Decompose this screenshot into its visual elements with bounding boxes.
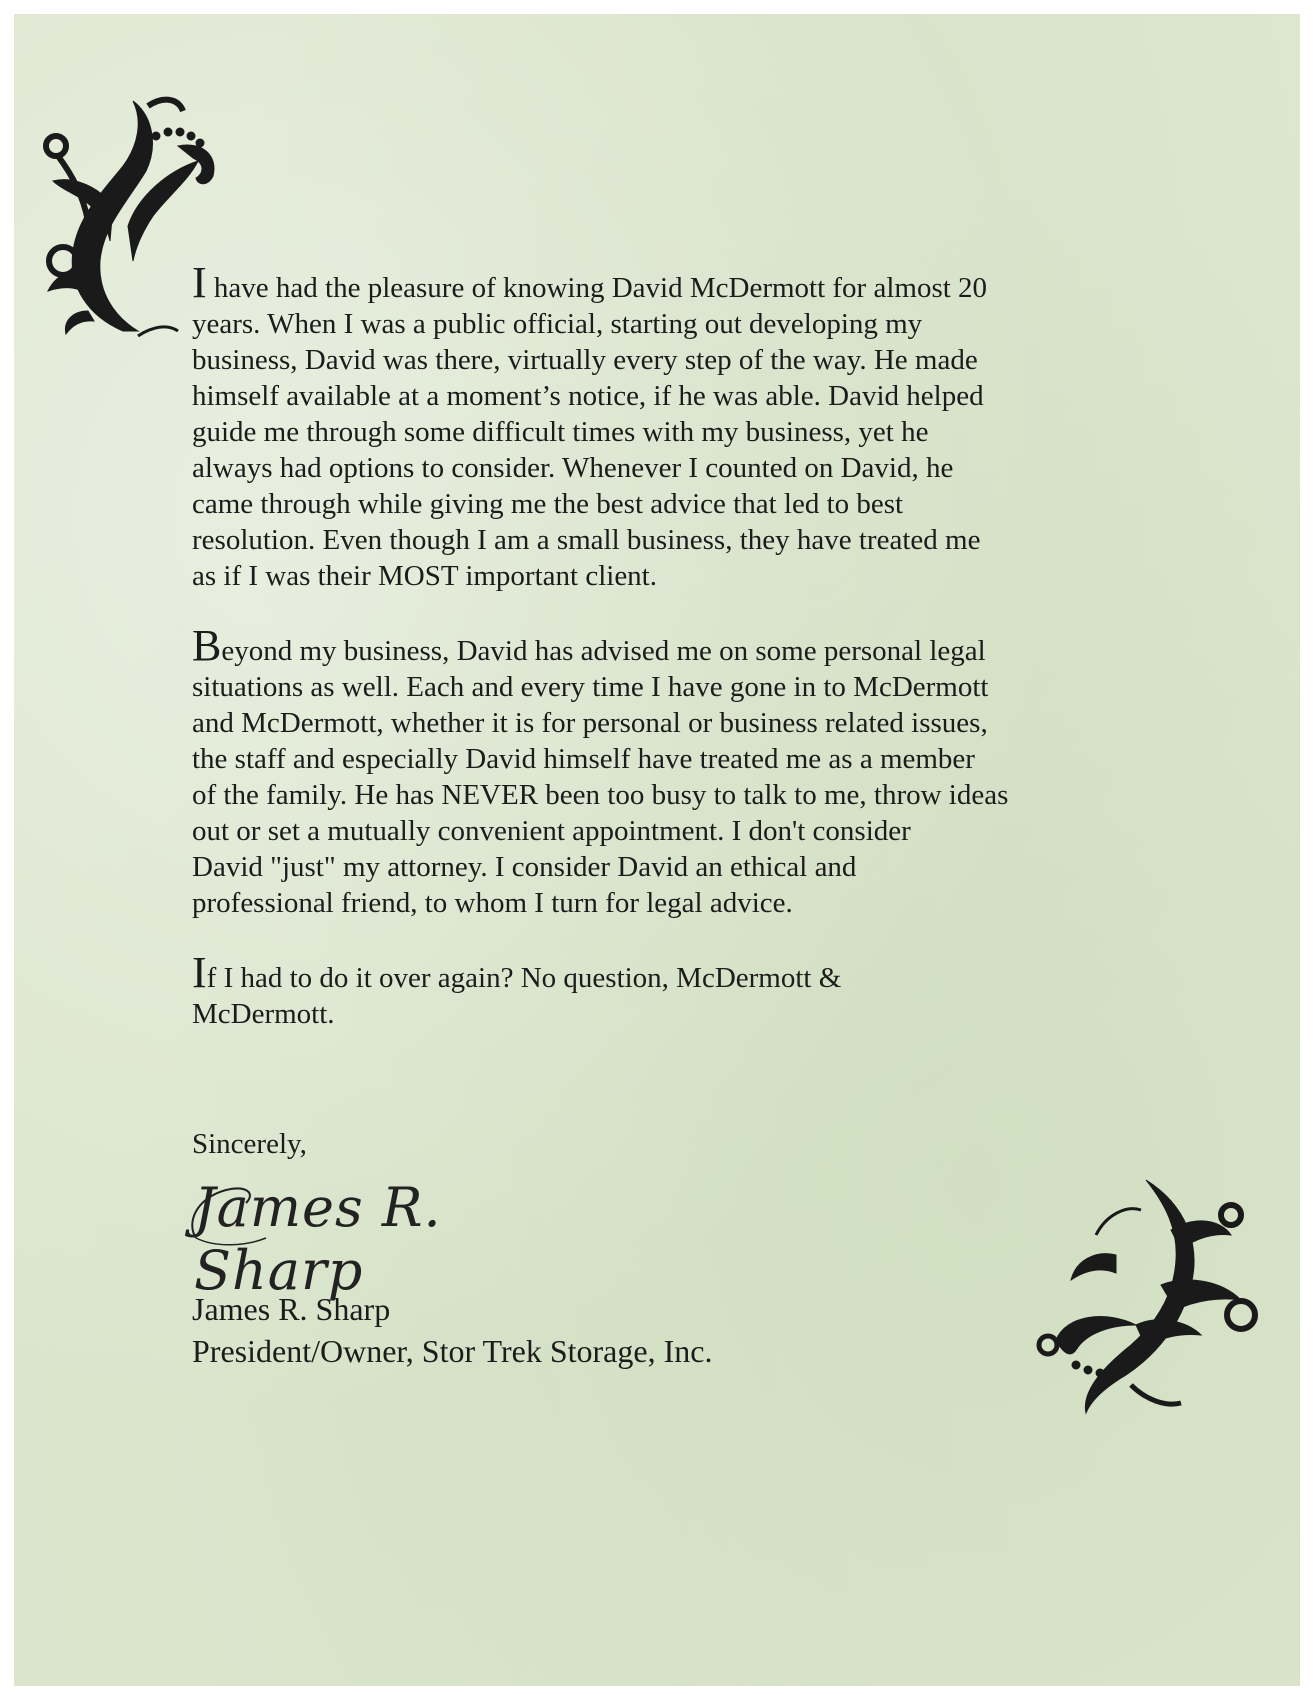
signer-block — [192, 1288, 712, 1372]
closing: Sincerely, — [192, 1128, 307, 1160]
signature — [186, 1168, 566, 1302]
drop-cap: I — [192, 258, 207, 307]
signer-title: President/Owner, Stor Trek Storage, Inc. — [192, 1333, 713, 1369]
paragraph — [192, 621, 1192, 921]
paragraph — [192, 948, 1192, 1032]
paragraph-text: f I had to do it over again? No question, McDermott & McDermott. — [192, 962, 842, 1030]
signature-text: James R. Sharp — [194, 1176, 442, 1302]
drop-cap: I — [192, 948, 207, 997]
paragraph — [192, 258, 1192, 594]
paragraph-text: have had the pleasure of knowing David McDermott for almost 20 years. When I was a public official, starting out developing my business, David was there, virtually every step of the way. He made himself available at a moment’s notice, if he was able. David helped guide me through some difficult times with my business, yet he always had options to consider. Whenever I counted on David, he came through while giving me the best advice that led to best resolution. Even though I am a small business, they have treated me as if I was their MOST important client. — [192, 272, 988, 592]
flourish-bottom-icon — [1036, 1175, 1261, 1415]
paragraph-text: eyond my business, David has advised me on some personal legal situations as well. Each and every time I have gone in to McDermott and McDermott, whether it is for personal or business related issues, the staff and especially David himself have treated me as a member of the family. He has NEVER been too busy to talk to me, throw ideas out or set a mutually convenient appointment. I don't consider David "just" my attorney. I consider David an ethical and professional friend, to whom I turn for legal advice. — [192, 635, 1009, 919]
drop-cap: B — [192, 621, 222, 670]
letter-body — [192, 258, 1192, 1032]
signer-name: James R. Sharp — [192, 1291, 391, 1327]
